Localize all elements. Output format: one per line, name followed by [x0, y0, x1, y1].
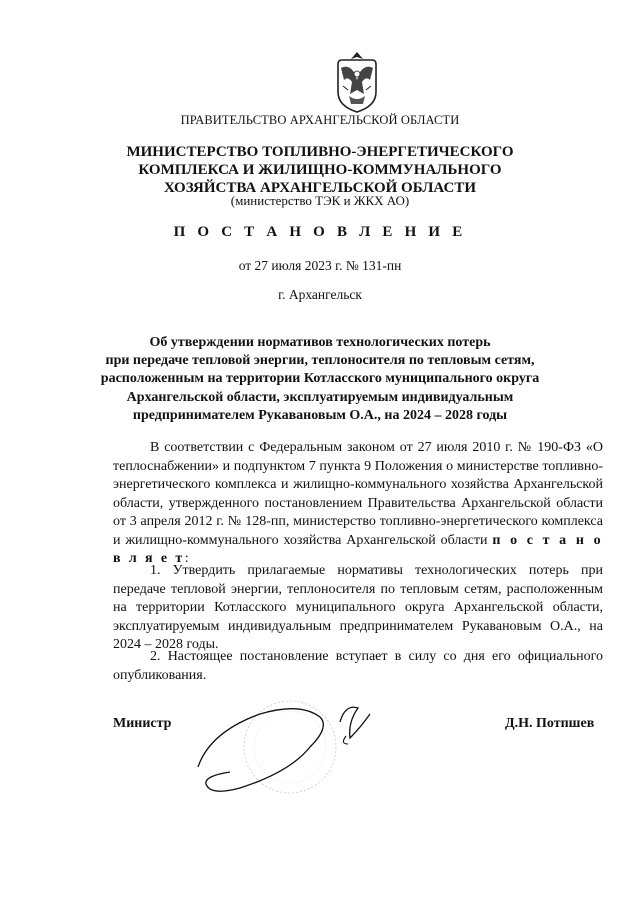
ministry-line: МИНИСТЕРСТВО ТОПЛИВНО-ЭНЕРГЕТИЧЕСКОГО — [126, 144, 514, 160]
ministry-abbreviation: (министерство ТЭК и ЖКХ АО) — [230, 193, 410, 208]
preamble-colon: : — [184, 551, 189, 566]
preamble-text: В соответствии с Федеральным законом от 27 июля 2010 г. № 190-ФЗ «О теплоснабжении» и подпунктом 7 пункта 9 Положения о министерстве топливно-энергетического комплекса и жилищно-коммунального хозяйства Архангельской области, утвержденного постановлением Правительства Архангельской области от 3 апреля 2012 г. № 128-пп, министерство топливно-энергетического комплекса и жилищно-коммунального хозяйства Архангельской области — [113, 440, 603, 548]
city: г. Архангельск — [278, 287, 362, 302]
government-name: ПРАВИТЕЛЬСТВО АРХАНГЕЛЬСКОЙ ОБЛАСТИ — [180, 113, 460, 127]
signer-position: Министр — [113, 716, 172, 731]
document-title — [0, 334, 640, 425]
clause-1: 1. Утвердить прилагаемые нормативы технологических потерь при передаче тепловой энергии, теплоносителя по тепловым сетям, расположенным на территории Котласского муниципального округа Архангельской области, эксплуатируемым индивидуальным предпринимателем Рукавановым О.А., на 2024 – 2028 годы. — [113, 563, 603, 652]
title-line: Архангельской области, эксплуатируемым индивидуальным — [126, 389, 514, 405]
date-number: от 27 июля 2023 г. № 131-пн — [238, 258, 402, 273]
title-line: при передаче тепловой энергии, теплоносителя по тепловым сетям, — [105, 353, 535, 369]
document-type: П О С Т А Н О В Л Е Н И Е — [173, 224, 467, 240]
clause-2: 2. Настоящее постановление вступает в силу со дня его официального опубликования. — [113, 649, 603, 683]
preamble-paragraph — [113, 439, 603, 569]
title-line: расположенным на территории Котласского муниципального округа — [100, 371, 540, 387]
title-line: предпринимателем Рукавановым О.А., на 2024 – 2028 годы — [132, 407, 508, 423]
ministry-line: КОМПЛЕКСА И ЖИЛИЩНО-КОММУНАЛЬНОГО — [138, 162, 502, 178]
decrees-word: п о с т а н о в л я е т — [113, 532, 603, 566]
ministry-line: ХОЗЯЙСТВА АРХАНГЕЛЬСКОЙ ОБЛАСТИ — [163, 180, 477, 196]
handwritten-signature-icon — [170, 692, 420, 802]
ministry-name — [0, 143, 640, 197]
signer-name: Д.Н. Потпшев — [505, 716, 595, 731]
title-line: Об утверждении нормативов технологических потерь — [149, 335, 491, 350]
coat-of-arms-icon — [332, 50, 382, 114]
